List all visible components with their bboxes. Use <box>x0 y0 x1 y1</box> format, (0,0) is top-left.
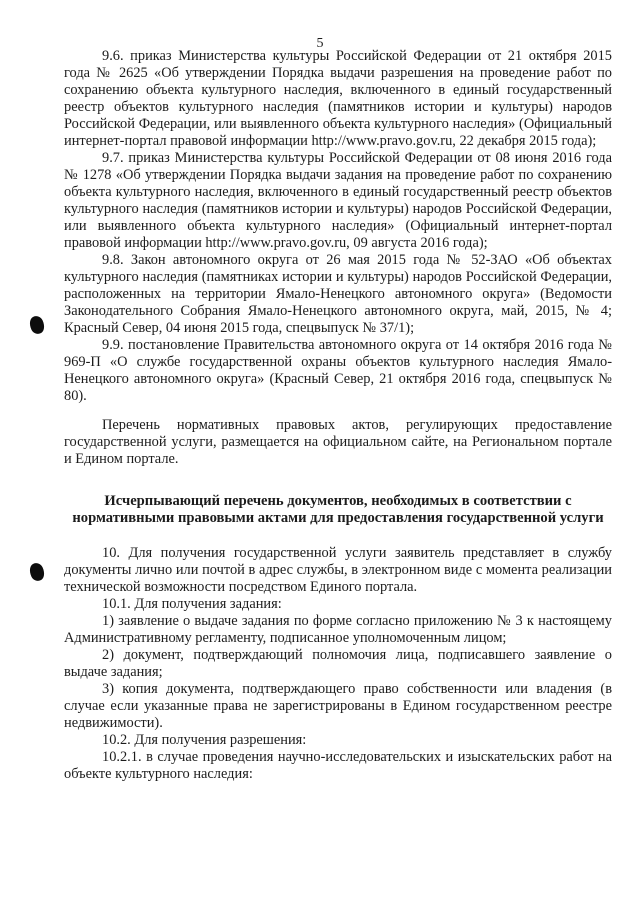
list-item-9-8: 9.8. Закон автономного округа от 26 мая 2015 года № 52-ЗАО «Об объектах культурного наследия (памятниках истории и культуры) народов Российской Федерации, расположенных на территории Ямало-Ненецкого автономного округа» (Ведомости Законодательного Собрания Ямало-Ненецкого автономного округа, май, 2015, № 4; Красный Север, 04 июня 2015 года, спецвыпуск № 37/1); <box>64 252 612 336</box>
paragraph-10-1-item-3: 3) копия документа, подтверждающего право собственности или владения (в случае если указанные права не зарегистрированы в Едином государственном реестре недвижимости). <box>64 681 612 731</box>
paragraph-10-1-item-2: 2) документ, подтверждающий полномочия лица, подписавшего заявление о выдаче задания; <box>64 647 612 680</box>
punch-hole-mark <box>27 561 47 583</box>
page-number: 5 <box>316 36 324 51</box>
list-item-9-9: 9.9. постановление Правительства автономного округа от 14 октября 2016 года № 969-П «О службе государственной охраны объектов культурного наследия Ямало-Ненецкого автономного округа» (Красный Север, 21 октября 2016 года, спецвыпуск № 80). <box>64 337 612 404</box>
paragraph-10-2: 10.2. Для получения разрешения: <box>102 732 307 748</box>
paragraph-10: 10. Для получения государственной услуги заявитель представляет в службу документы лично или почтой в адрес службы, в электронном виде с момента реализации технической возможности посредством Единого портала. <box>64 545 612 595</box>
list-item-9-6: 9.6. приказ Министерства культуры Российской Федерации от 21 октября 2015 года № 2625 «Об утверждении Порядка выдачи разрешения на проведение работ по сохранению объекта культурного наследия, включенного в единый государственный реестр объектов культурного наследия (памятников истории и культуры) народов Российской Федерации, или выявленного объекта культурного наследия» (Официальный интернет-портал правовой информации http://www.pravo.gov.ru, 22 декабря 2015 года); <box>64 48 612 149</box>
paragraph-10-2-1: 10.2.1. в случае проведения научно-исследовательских и изыскательских работ на объекте культурного наследия: <box>64 749 612 782</box>
list-paragraph: Перечень нормативных правовых актов, регулирующих предоставление государственной услуги, размещается на официальном сайте, на Региональном портале и Едином портале. <box>64 417 612 467</box>
paragraph-10-1: 10.1. Для получения задания: <box>102 596 282 612</box>
document-body <box>64 48 612 783</box>
punch-hole-mark <box>27 314 47 336</box>
paragraph-10-1-item-1: 1) заявление о выдаче задания по форме согласно приложению № 3 к настоящему Административному регламенту, подписанное уполномоченным лицом; <box>64 613 612 646</box>
section-heading: Исчерпывающий перечень документов, необходимых в соответствии с нормативными правовыми актами для предоставления государственной услуги <box>72 493 604 526</box>
list-item-9-7: 9.7. приказ Министерства культуры Российской Федерации от 08 июня 2016 года № 1278 «Об утверждении Порядка выдачи задания на проведение работ по сохранению объекта культурного наследия, включенного в единый государственный реестр объектов культурного наследия (памятников истории и культуры) народов Российской Федерации, или выявленного объекта культурного наследия» (Официальный интернет-портал правовой информации http://www.pravo.gov.ru, 09 августа 2016 года); <box>64 150 612 251</box>
